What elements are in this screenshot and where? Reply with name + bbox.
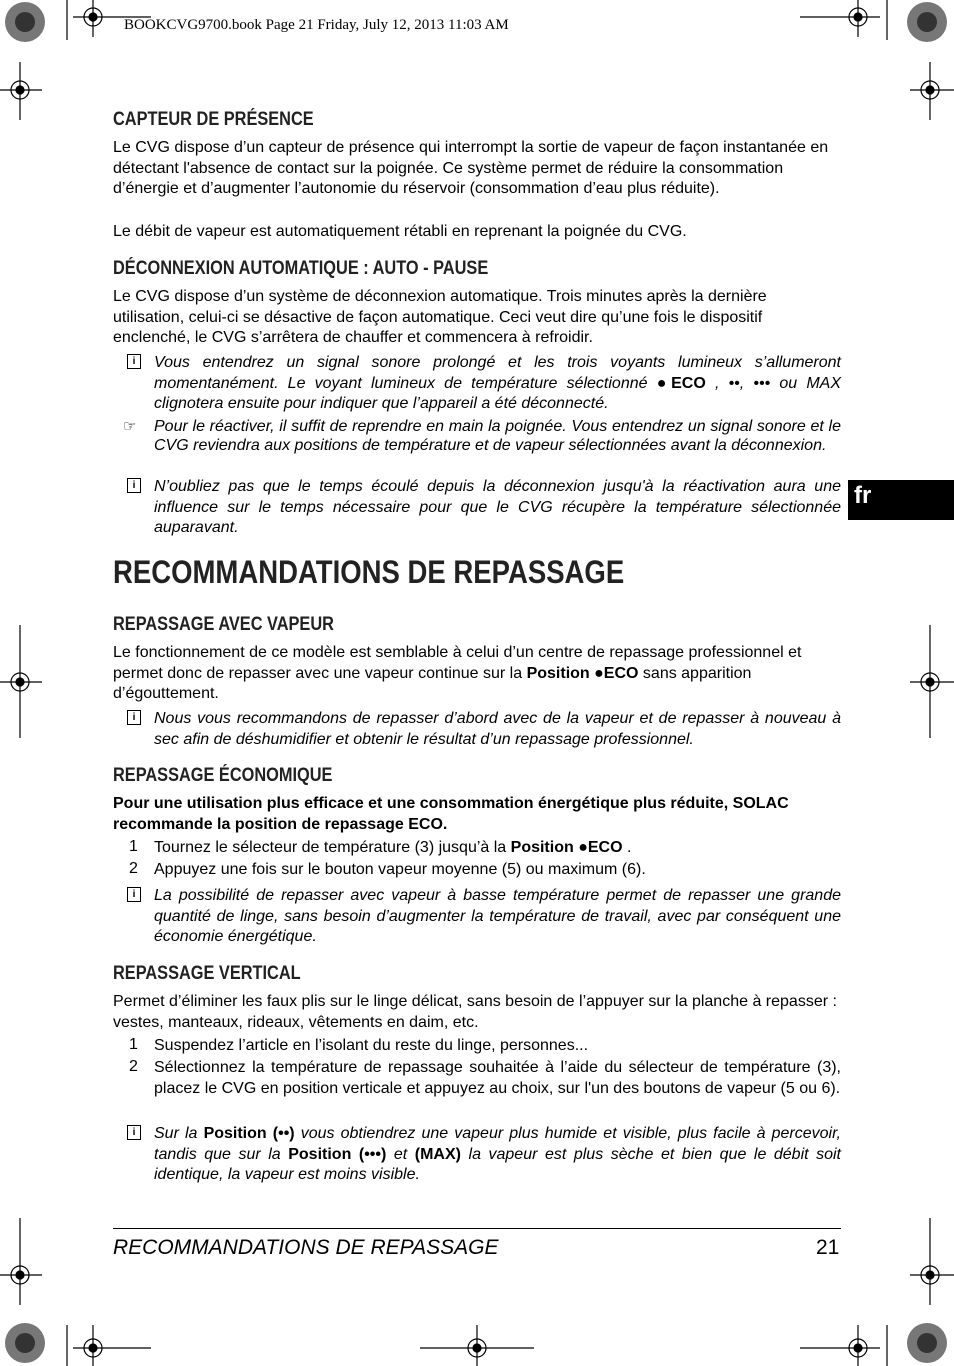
registration-mark-icon bbox=[73, 1325, 151, 1366]
page-title: RECOMMANDATIONS DE REPASSAGE bbox=[113, 554, 625, 590]
section-heading-vertical: REPASSAGE VERTICAL bbox=[113, 963, 301, 984]
page-number: 21 bbox=[816, 1236, 840, 1259]
note: N’oubliez pas que le temps écoulé depuis la déconnexion jusqu'à la réactivation aura une influence sur le temps nécessaire pour que le CVG récupère la température sélectionnée auparavant. bbox=[154, 478, 841, 537]
registration-mark-icon bbox=[420, 1325, 534, 1366]
color-target-icon bbox=[907, 2, 947, 42]
registration-mark-icon bbox=[910, 625, 954, 738]
info-icon: i bbox=[127, 887, 141, 902]
list-number: 1 bbox=[129, 838, 138, 855]
note: Vous entendrez un signal sonore prolongé et les trois voyants lumineux s’allumeront momentanément. Le voyant lumineux de température sélectionné ●ECO , ••, ••• ou MAX clignotera ensuite pour indiquer que l’appareil a été déconnecté. bbox=[154, 354, 842, 413]
registration-mark-icon bbox=[0, 625, 42, 738]
section-heading-capteur: CAPTEUR DE PRÉSENCE bbox=[113, 109, 314, 130]
list-item: Tournez le sélecteur de température (3) jusqu’à la Position ●ECO . bbox=[154, 839, 632, 856]
bold-paragraph: Pour une utilisation plus efficace et une consommation énergétique plus réduite, SOLAC recommande la position de repassage ECO. bbox=[113, 795, 789, 833]
footer-rule bbox=[113, 1228, 841, 1229]
registration-mark-icon bbox=[0, 62, 42, 120]
registration-mark-icon bbox=[800, 1325, 880, 1366]
note: Nous vous recommandons de repasser d’abord avec de la vapeur et de repasser à nouveau à sec afin de déshumidifier et obtenir le résultat d’un repassage professionnel. bbox=[154, 710, 841, 748]
language-tab-label: fr bbox=[854, 482, 872, 509]
note: La possibilité de repasser avec vapeur à basse température permet de repasser une grande quantité de linge, sans besoin d’augmenter la température de travail, avec par conséquent une économie énergétique. bbox=[154, 887, 841, 946]
language-tab bbox=[848, 480, 954, 520]
registration-mark-icon bbox=[910, 62, 954, 120]
print-header: BOOKCVG9700.book Page 21 Friday, July 12, 2013 11:03 AM bbox=[124, 17, 509, 33]
list-number: 2 bbox=[129, 860, 138, 877]
paragraph: Le CVG dispose d’un capteur de présence qui interrompt la sortie de vapeur de façon instantanée en détectant l'absence de contact sur la poignée. Ce système permet de réduire la consommation d’énergie et d’augmenter l’autonomie du réservoir (consommation d’eau plus réduite). bbox=[113, 139, 829, 198]
paragraph: Le débit de vapeur est automatiquement rétabli en reprenant la poignée du CVG. bbox=[113, 223, 687, 240]
info-icon: i bbox=[127, 478, 141, 493]
note: Sur la Position (••) vous obtiendrez une vapeur plus humide et visible, plus facile à percevoir, tandis que sur la Position (•••) et (MAX) la vapeur est plus sèche et bien que le débit soit identique, la vapeur est moins visible. bbox=[154, 1125, 842, 1184]
hand-pointer-icon: ☞ bbox=[123, 418, 137, 435]
eco-symbol: ●ECO bbox=[656, 374, 706, 392]
list-number: 2 bbox=[129, 1058, 138, 1075]
info-icon: i bbox=[127, 354, 141, 369]
registration-mark-icon bbox=[910, 1218, 954, 1305]
list-number: 1 bbox=[129, 1036, 138, 1053]
section-heading-deconnexion: DÉCONNEXION AUTOMATIQUE : AUTO - PAUSE bbox=[113, 258, 489, 279]
paragraph: Permet d’éliminer les faux plis sur le linge délicat, sans besoin de l’appuyer sur la planche à repasser : vestes, manteaux, rideaux, vêtements en daim, etc. bbox=[113, 993, 837, 1031]
color-target-icon bbox=[907, 1323, 947, 1363]
registration-mark-icon bbox=[0, 1218, 42, 1305]
section-heading-economique: REPASSAGE ÉCONOMIQUE bbox=[113, 765, 333, 786]
list-item: Sélectionnez la température de repassage souhaitée à l’aide du sélecteur de température (3), placez le CVG en position verticale et appuyez au choix, sur l'un des boutons de vapeur (5 ou 6). bbox=[154, 1059, 841, 1097]
list-item: Appuyez une fois sur le bouton vapeur moyenne (5) ou maximum (6). bbox=[154, 861, 646, 878]
paragraph: Le fonctionnement de ce modèle est semblable à celui d’un centre de repassage professionnel et permet donc de repasser avec une vapeur continue sur la Position ●ECO sans apparition d’égouttement. bbox=[113, 644, 802, 703]
color-target-icon bbox=[5, 2, 45, 42]
footer-title: RECOMMANDATIONS DE REPASSAGE bbox=[113, 1236, 499, 1259]
info-icon: i bbox=[127, 710, 141, 725]
registration-mark-icon bbox=[800, 0, 880, 37]
note: Pour le réactiver, il suffit de reprendre en main la poignée. Vous entendrez un signal sonore et le CVG reviendra aux positions de température et de vapeur sélectionnées avant la déconnexion. bbox=[154, 418, 841, 454]
list-item: Suspendez l’article en l’isolant du reste du linge, personnes... bbox=[154, 1037, 589, 1054]
section-heading-vapeur: REPASSAGE AVEC VAPEUR bbox=[113, 614, 334, 635]
info-icon: i bbox=[127, 1125, 141, 1140]
paragraph: Le CVG dispose d’un système de déconnexion automatique. Trois minutes après la dernière utilisation, celui-ci se désactive de façon automatique. Ceci veut dire qu’une fois le dispositif enclenché, le CVG s’arrêtera de chauffer et commencera à refroidir. bbox=[113, 288, 767, 347]
color-target-icon bbox=[5, 1323, 45, 1363]
